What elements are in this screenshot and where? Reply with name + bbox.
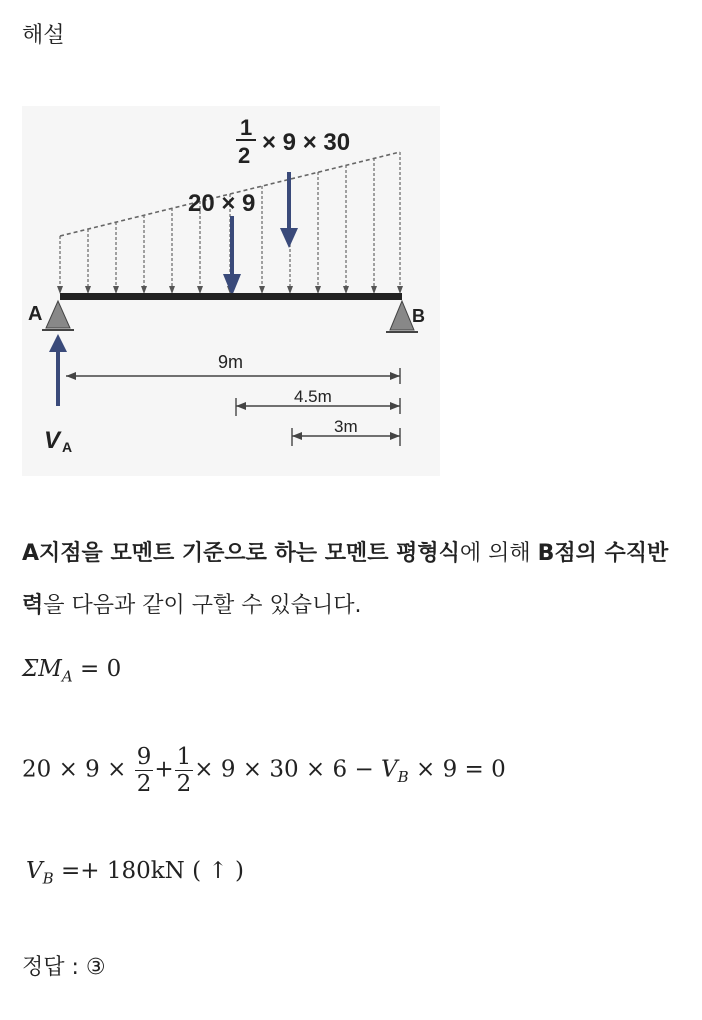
load-mid-label: 20 × 9 bbox=[188, 190, 256, 217]
load-top-label: × 9 × 30 bbox=[262, 129, 351, 156]
text-phrase-2: 을 다음과 같이 구할 수 있습니다. bbox=[43, 593, 362, 618]
bold-phrase-1: A지점을 모멘트 기준으로 하는 모멘트 평형식 bbox=[22, 541, 460, 566]
explanation-paragraph bbox=[22, 528, 686, 632]
reaction-label: V bbox=[44, 427, 61, 454]
support-b-label: B bbox=[412, 306, 425, 326]
beam-diagram bbox=[22, 106, 440, 476]
fraction-9-2: $\frac{9}{2}$ bbox=[136, 744, 152, 797]
beam bbox=[60, 293, 402, 300]
reaction-label-sub: A bbox=[62, 439, 73, 455]
dim-45m: 4.5m bbox=[294, 387, 332, 406]
dim-9m: 9m bbox=[218, 352, 244, 372]
solution-heading: 해설 bbox=[22, 23, 65, 48]
answer-line: 정답 : ③ bbox=[22, 955, 106, 980]
bold-phrase-2: B점의 수직반력 bbox=[22, 541, 669, 618]
equation-result: $V_B =+ 180kN$ ( ↑ ) bbox=[26, 858, 244, 888]
dim-3m: 3m bbox=[334, 417, 358, 436]
load-top-frac-den: 2 bbox=[238, 143, 251, 168]
fraction-1-2: $\frac{1}{2}$ bbox=[176, 744, 192, 797]
load-top-frac-num: 1 bbox=[240, 115, 253, 140]
text-phrase-1: 에 의해 bbox=[459, 541, 538, 566]
equation-moment-balance: 20 × 9 × $\frac{9}{2}$ + $\frac{1}{2}$ × $9 \times 30 \times 6 - V_B \times 9 = 0$ bbox=[22, 744, 506, 797]
equation-sum-moment: $\Sigma M_A = 0$ bbox=[22, 656, 122, 686]
support-a-label: A bbox=[28, 303, 43, 325]
